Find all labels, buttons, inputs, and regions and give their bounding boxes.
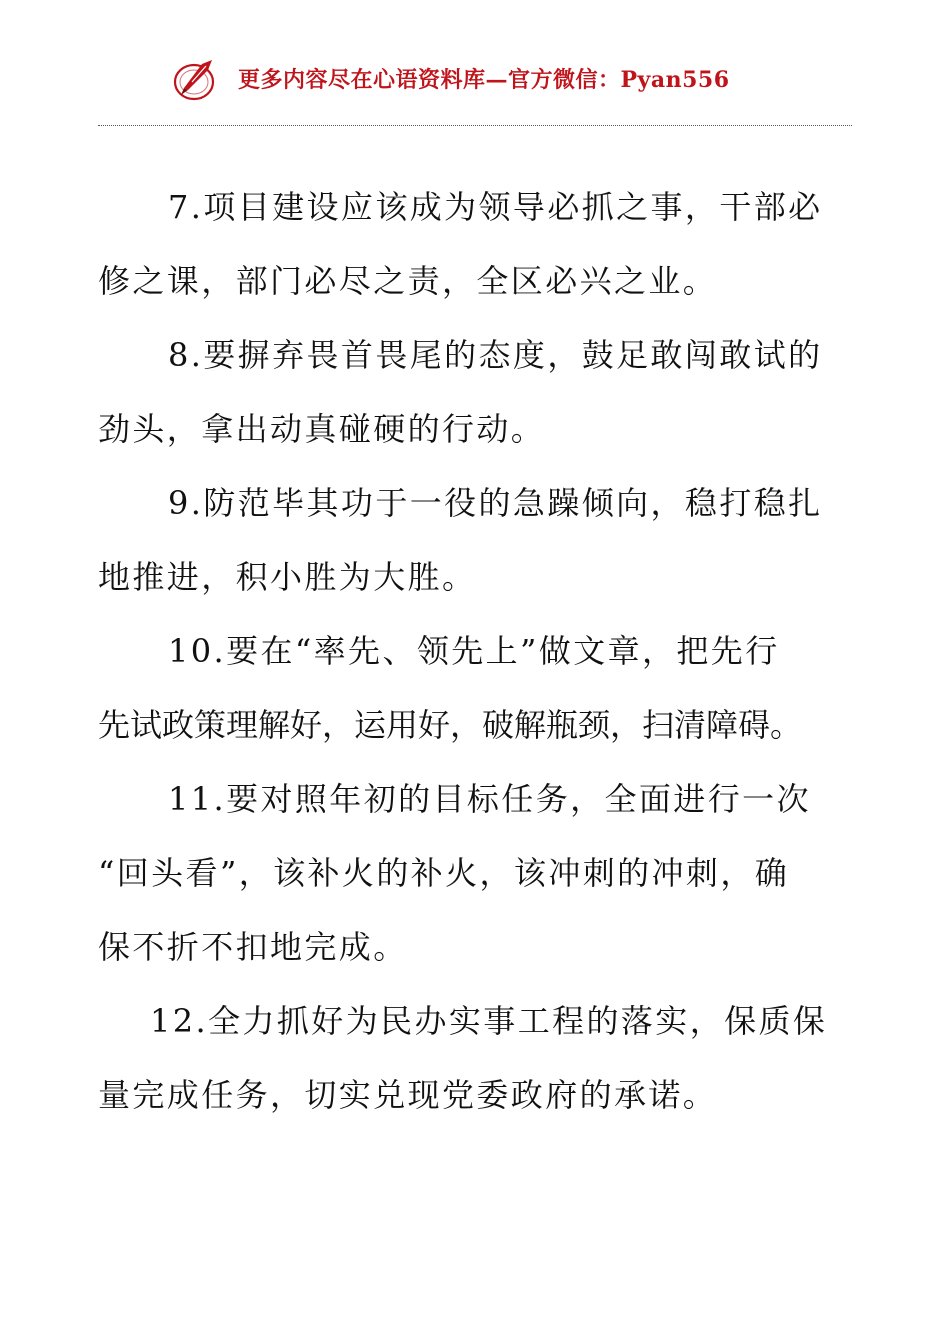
paragraph-7 [98, 170, 858, 318]
paragraph-line: 劲头，拿出动真碰硬的行动。 [98, 410, 546, 448]
paragraph-line: “回头看”，该补火的补火，该冲刺的冲刺，确 [98, 854, 790, 892]
paragraph-line: 12.全力抓好为民办实事工程的落实，保质保 [150, 1002, 828, 1040]
paragraph-line: 修之课，部门必尽之责，全区必兴之业。 [98, 262, 718, 300]
paragraph-line: 保不折不扣地完成。 [98, 928, 408, 966]
page-header [0, 0, 950, 126]
paragraph-line: 7.项目建设应该成为领导必抓之事，干部必 [168, 188, 823, 226]
header-divider [98, 125, 852, 126]
paragraph-line: 10.要在“率先、领先上”做文章，把先行 [168, 632, 780, 670]
paragraph-8 [98, 318, 858, 466]
paragraph-line: 量完成任务，切实兑现党委政府的承诺。 [98, 1076, 718, 1114]
paragraph-line: 9.防范毕其功于一役的急躁倾向，稳打稳扎 [168, 484, 823, 522]
paragraph-line: 先试政策理解好，运用好，破解瓶颈，扫清障碍。 [98, 706, 803, 744]
paragraph-line: 11.要对照年初的目标任务，全面进行一次 [168, 780, 811, 818]
paragraph-9 [98, 466, 858, 614]
paragraph-line: 地推进，积小胜为大胜。 [98, 558, 477, 596]
document-body [98, 170, 858, 1132]
paragraph-12 [98, 984, 858, 1132]
header-banner-text: 更多内容尽在心语资料库—官方微信：Pyan556 [238, 67, 730, 93]
pen-quill-logo-icon [172, 58, 216, 102]
paragraph-line: 8.要摒弃畏首畏尾的态度，鼓足敢闯敢试的 [168, 336, 823, 374]
paragraph-10 [98, 614, 858, 762]
paragraph-11 [98, 762, 858, 984]
